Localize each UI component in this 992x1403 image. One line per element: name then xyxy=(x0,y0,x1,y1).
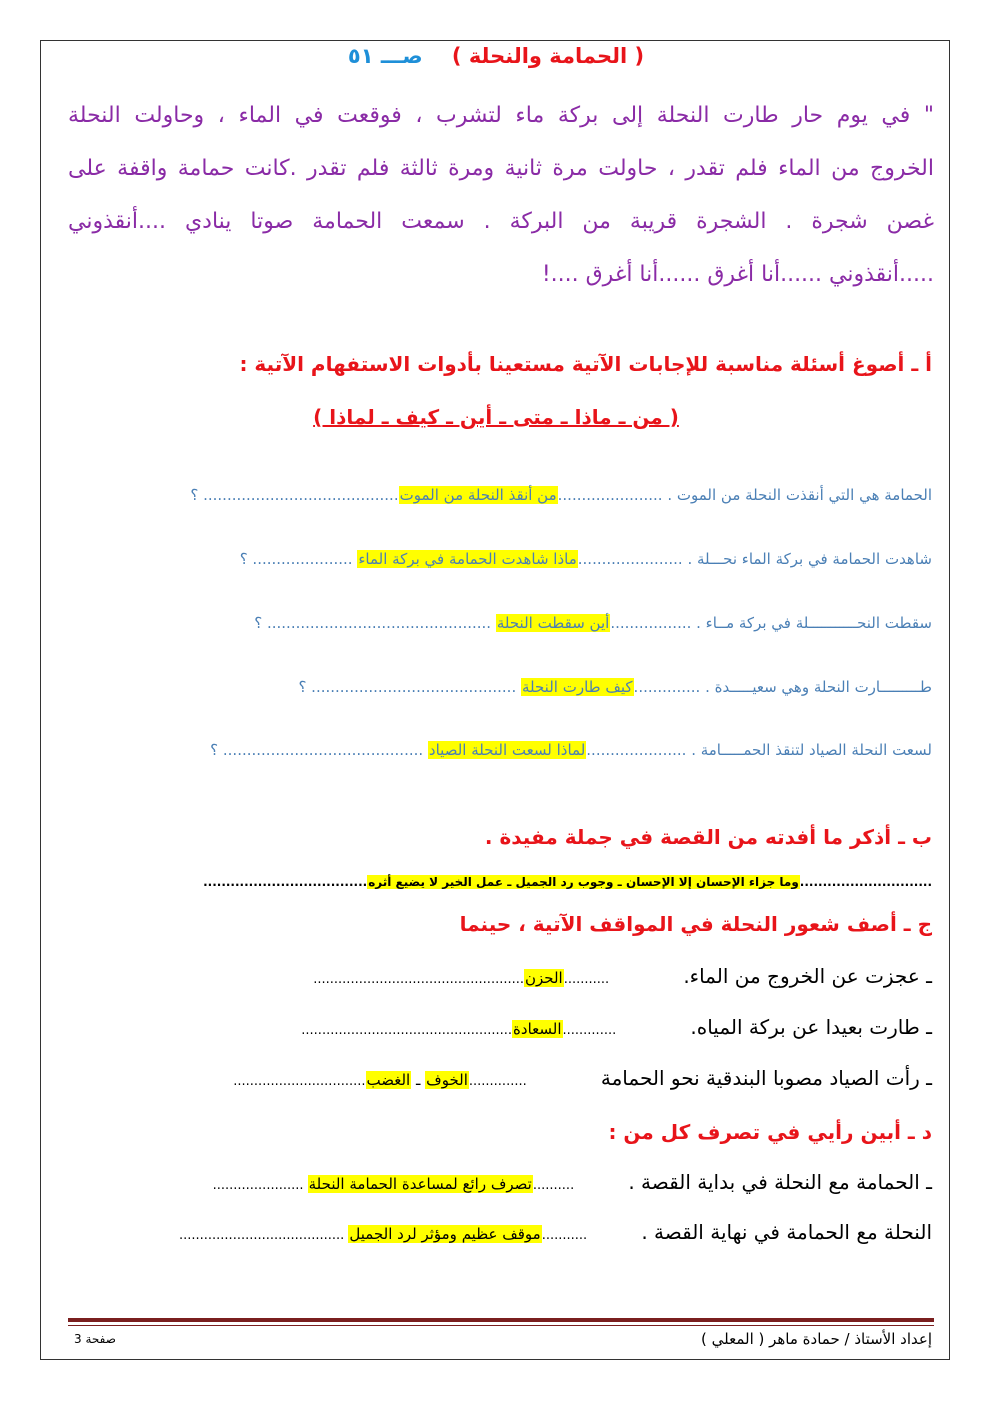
section-c-heading: ج ـ أصف شعور النحلة في المواقف الآتية ، حينما xyxy=(459,912,932,936)
dots: ................................................... xyxy=(313,972,524,987)
dots: ...................... xyxy=(212,1178,308,1193)
statement-text: ـ رأت الصياد مصوبا البندقية نحو الحمامة xyxy=(600,1066,932,1090)
answer-text: وما جزاء الإحسان إلا الإحسان ـ وجوب رد الجميل ـ عمل الخير لا يضيع أثره xyxy=(368,875,799,889)
footer-divider-thin xyxy=(68,1325,934,1326)
answer-text: الغضب xyxy=(366,1071,411,1089)
statement-text: طـــــــــارت النحلة وهي سعيـــــدة . xyxy=(705,678,932,696)
dots: ................................................... xyxy=(301,1023,513,1038)
dots: ...................... xyxy=(577,550,688,568)
story-title: ( الحمامة والنحلة ) xyxy=(451,44,645,68)
dots: ............................................... ؟ xyxy=(254,614,496,632)
section-d-heading: د ـ أبين رأيي في تصرف كل من : xyxy=(608,1120,932,1144)
dots: ........... xyxy=(541,1228,592,1243)
dots: .............. xyxy=(633,678,706,696)
answer-text: الخوف xyxy=(426,1071,468,1089)
dots: .......................................... ؟ xyxy=(210,741,428,759)
feeling-row xyxy=(301,1015,932,1039)
question-row xyxy=(298,678,932,696)
answer-text: الحزن xyxy=(525,969,563,987)
page-reference: صـــ ٥١ xyxy=(347,44,423,68)
statement-text: ـ طارت بعيدا عن بركة المياه. xyxy=(690,1015,932,1039)
opinion-row xyxy=(213,1170,932,1194)
question-row xyxy=(190,486,932,504)
answer-text: تصرف رائع لمساعدة الحمامة النحلة xyxy=(308,1175,532,1193)
dots: .............. xyxy=(468,1074,531,1089)
dots: ................................ xyxy=(233,1074,366,1089)
section-b-heading: ب ـ أذكر ما أفدته من القصة في جملة مفيدة . xyxy=(484,825,932,849)
story-line: " في يوم حار طارت النحلة إلى بركة ماء لتشرب ، فوقعت في الماء ، وحاولت النحلة xyxy=(68,103,934,128)
dots: ........................................ xyxy=(178,1228,349,1243)
section-a-heading: أ ـ أصوغ أسئلة مناسبة للإجابات الآتية مستعينا بأدوات الاستفهام الآتية : xyxy=(239,352,932,376)
dots: ..................... xyxy=(586,741,692,759)
dots: ...................... xyxy=(557,486,668,504)
answer-text: لماذا لسعت النحلة الصياد xyxy=(428,741,586,759)
footer-divider xyxy=(68,1318,934,1322)
statement-text: لسعت النحلة الصياد لتنقذ الحمـــــامة . xyxy=(691,741,932,759)
feeling-row xyxy=(313,964,932,988)
dots: ............. xyxy=(562,1023,621,1038)
statement-text: ـ عجزت عن الخروج من الماء. xyxy=(683,964,932,988)
page-title xyxy=(0,44,992,68)
statement-text: شاهدت الحمامة في بركة الماء نحـــلة . xyxy=(687,550,932,568)
question-tools: ( من ـ ماذا ـ متى ـ أين ـ كيف ـ لماذا ) xyxy=(313,405,679,429)
dots: ..................... ؟ xyxy=(239,550,358,568)
story-line: غصن شجرة . الشجرة قريبة من البركة . سمعت الحمامة صوتا ينادي ....أنقذوني xyxy=(68,209,934,234)
dots: ................. xyxy=(610,614,697,632)
dots: .................................... xyxy=(203,875,368,889)
dots: .......... xyxy=(532,1178,579,1193)
answer-text: من أنقذ النحلة من الموت xyxy=(399,486,557,504)
dots: ........... xyxy=(563,972,614,987)
answer-text: السعادة xyxy=(513,1020,562,1038)
answer-text: أين سقطت النحلة xyxy=(496,614,610,632)
story-line: الخروج من الماء فلم تقدر ، حاولت مرة ثانية ومرة ثالثة فلم تقدر .كانت حمامة واقفة على xyxy=(68,156,934,181)
footer-page-number: صفحة 3 xyxy=(74,1332,116,1346)
story-paragraph xyxy=(68,94,934,306)
dots: ........................................... ؟ xyxy=(298,678,521,696)
dots: ......................................... ؟ xyxy=(190,486,399,504)
dots: ............................. xyxy=(799,875,932,889)
separator: ـ xyxy=(411,1071,426,1089)
feeling-row xyxy=(233,1066,932,1090)
statement-text: ـ الحمامة مع النحلة في بداية القصة . xyxy=(628,1170,932,1194)
opinion-row xyxy=(179,1220,932,1244)
statement-text: النحلة مع الحمامة في نهاية القصة . xyxy=(641,1220,932,1244)
statement-text: الحمامة هي التي أنقذت النحلة من الموت . xyxy=(667,486,932,504)
section-b-answer-row xyxy=(203,875,932,889)
question-row xyxy=(254,614,932,632)
footer-author: إعداد الأستاذ / حمادة ماهر ( المعلي ) xyxy=(701,1330,932,1348)
answer-text: موقف عظيم ومؤثر لرد الجميل xyxy=(349,1225,541,1243)
question-row xyxy=(240,550,932,568)
statement-text: سقطت النحـــــــــــلة في بركة مــاء . xyxy=(696,614,932,632)
question-row xyxy=(210,741,932,759)
answer-text: ماذا شاهدت الحمامة في بركة الماء xyxy=(358,550,577,568)
story-line: .....أنقذوني ......أنا أغرق ......أنا أغرق ....! xyxy=(541,262,934,287)
answer-text: كيف طارت النحلة xyxy=(521,678,633,696)
